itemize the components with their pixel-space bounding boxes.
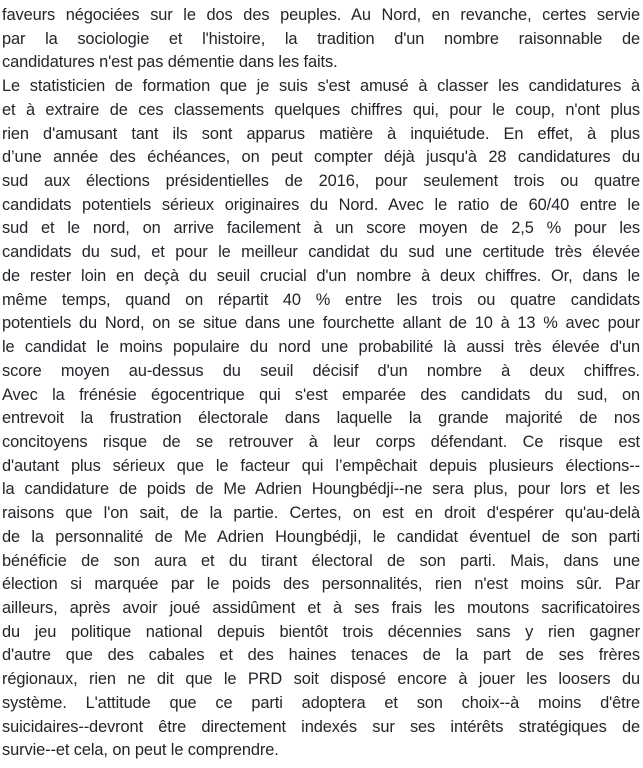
text-line: rien d'amusant tant ils sont apparus matière à inquiétude. En effet, à plus — [2, 124, 640, 143]
text-line: de rester loin en deçà du seuil crucial d'un nombre à deux chiffres. Or, dans le — [2, 266, 640, 285]
text-line: sud et le nord, on arrive facilement à un score moyen de 2,5 % pour les — [2, 219, 640, 238]
text-line: d'autant plus sérieux que le facteur qui l’empêchait depuis plusieurs élections-- — [2, 456, 640, 475]
text-line: bénéficie de son aura et du tirant électoral de son parti. Mais, dans une — [2, 551, 640, 570]
text-line: d'autre que des cabales et des haines tenaces de la part de ses frères — [2, 646, 640, 665]
text-line: du jeu politique national depuis bientôt trois décennies sans y rien gagner — [2, 622, 640, 641]
text-line: régionaux, rien ne dit que le PRD soit disposé encore à jouer les loosers du — [2, 670, 640, 689]
text-line: raisons que l'on sait, de la partie. Certes, on est en droit d'espérer qu'au-delà — [2, 504, 640, 523]
document-text-block — [2, 4, 640, 763]
text-line: candidatures n'est pas démentie dans les faits. — [2, 53, 338, 72]
text-line: d’une année des échéances, on peut compter déjà jusqu'à 28 candidatures du — [2, 148, 640, 167]
text-line: potentiels du Nord, on se situe dans une fourchette allant de 10 à 13 % avec pour — [2, 314, 640, 333]
text-line: ailleurs, après avoir joué assidûment et à ses frais les moutons sacrificatoires — [2, 598, 640, 617]
text-line: survie--et cela, on peut le comprendre. — [2, 741, 279, 760]
text-line: système. L'attitude que ce parti adoptera et son choix--à moins d'être — [2, 693, 640, 712]
text-line: Avec la frénésie égocentrique qui s'est emparée des candidats du sud, on — [2, 385, 640, 404]
text-line: suicidaires--devront être directement indexés sur ses intérêts stratégiques de — [2, 717, 640, 736]
text-line: par la sociologie et l'histoire, la tradition d'un nombre raisonnable de — [2, 29, 640, 48]
text-line: entrevoit la frustration électorale dans laquelle la grande majorité de nos — [2, 409, 640, 428]
text-line: de la personnalité de Me Adrien Houngbédji, le candidat éventuel de son parti — [2, 527, 640, 546]
text-line: score moyen au-dessus du seuil décisif d'un nombre à deux chiffres. — [2, 361, 640, 380]
text-line: candidats du sud, et pour le meilleur candidat du sud une certitude très élevée — [2, 243, 640, 262]
text-line: le candidat le moins populaire du nord une probabilité là aussi très élevée d'un — [2, 338, 640, 357]
text-line: élection si marquée par le poids des personnalités, rien n'est moins sûr. Par — [2, 575, 640, 594]
text-line: Le statisticien de formation que je suis s'est amusé à classer les candidatures à — [2, 77, 640, 96]
text-line: la candidature de poids de Me Adrien Houngbédji--ne sera plus, pour lors et les — [2, 480, 640, 499]
text-line: concitoyens risque de se retrouver à leur corps défendant. Ce risque est — [2, 432, 640, 451]
text-line: candidats potentiels sérieux originaires du Nord. Avec le ratio de 60/40 entre le — [2, 195, 640, 214]
text-line: faveurs négociées sur le dos des peuples. Au Nord, en revanche, certes servie — [2, 6, 640, 24]
text-line: même temps, quand on répartit 40 % entre les trois ou quatre candidats — [2, 290, 640, 309]
text-line: sud aux élections présidentielles de 2016, pour seulement trois ou quatre — [2, 172, 640, 191]
text-line: et à extraire de ces classements quelques chiffres qui, pour le coup, n'ont plus — [2, 100, 640, 119]
